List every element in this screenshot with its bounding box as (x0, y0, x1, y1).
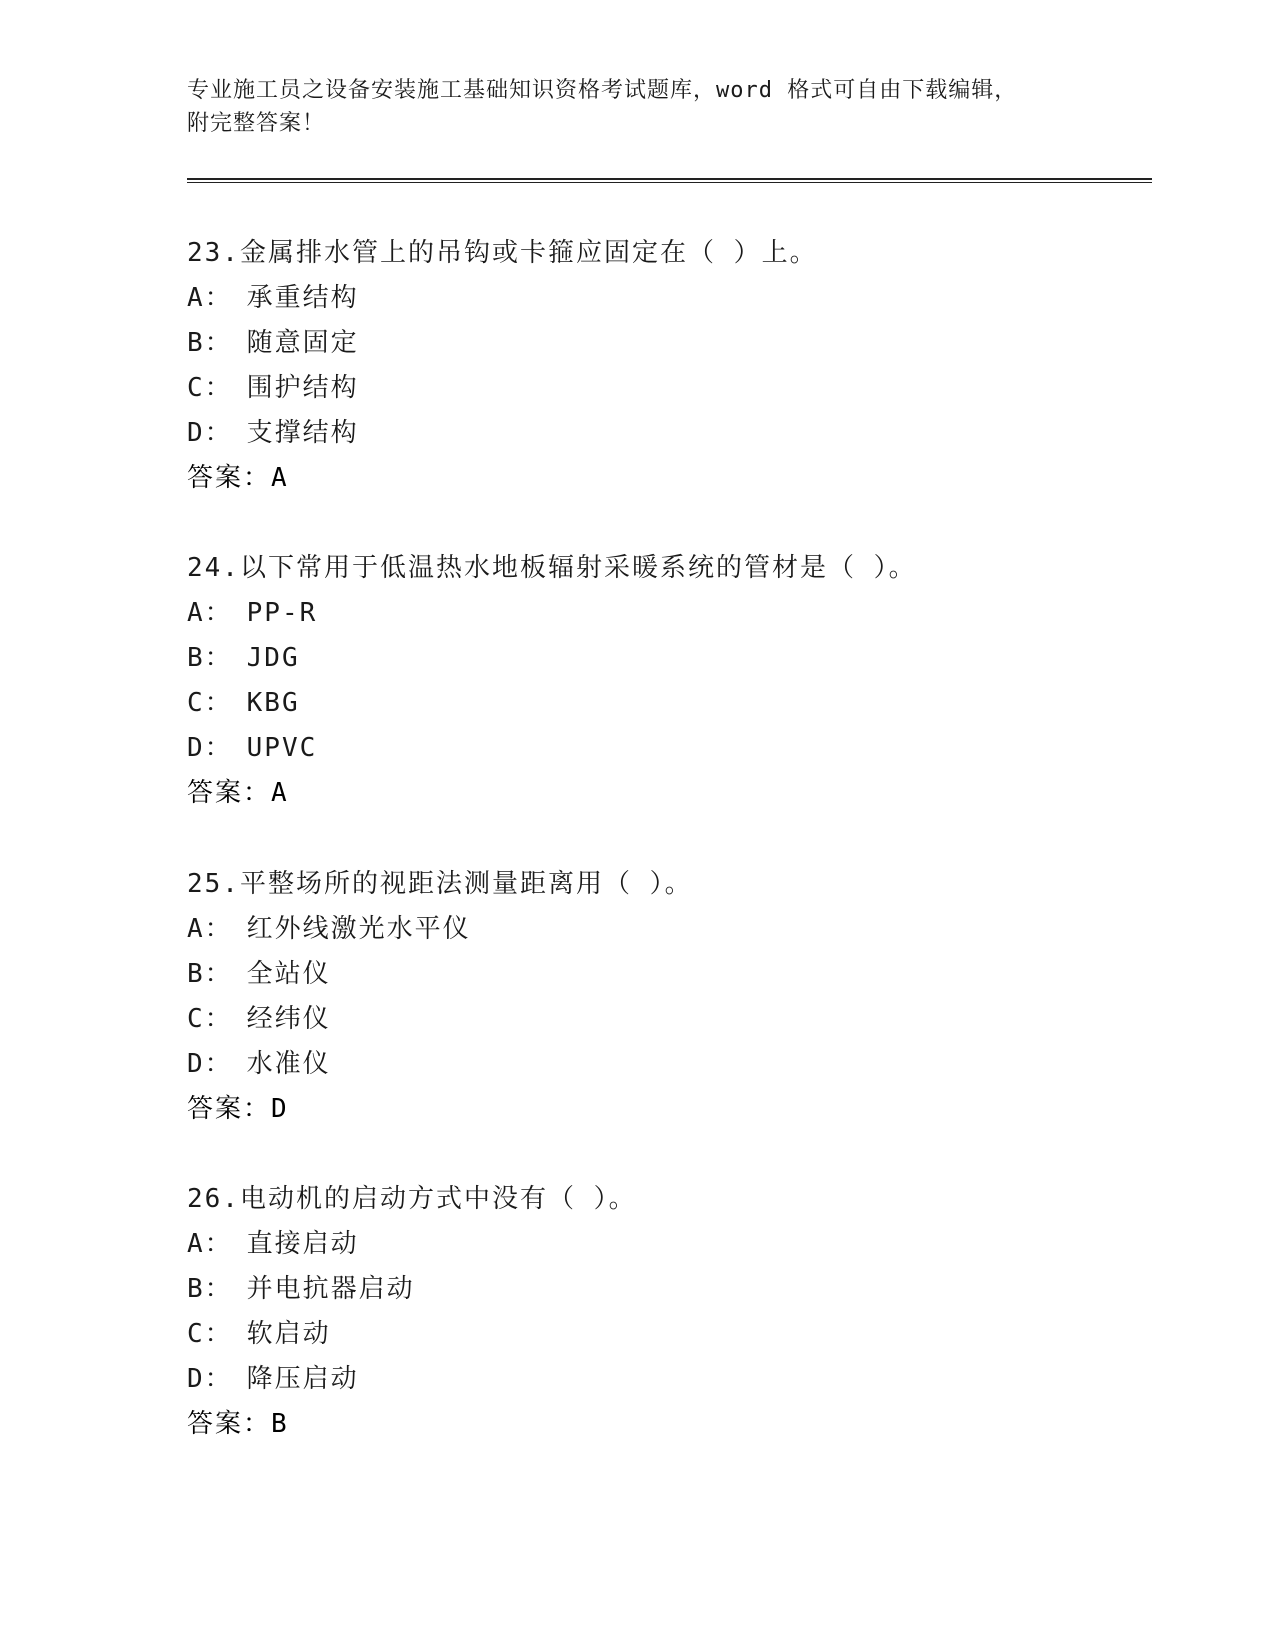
option-key: B： (187, 643, 233, 673)
option-b (187, 636, 1167, 681)
option-text: KBG (246, 688, 300, 718)
answer-label: 答案： (187, 463, 272, 493)
answer-line (187, 771, 1167, 816)
option-c (187, 366, 1167, 411)
question-24 (187, 546, 1167, 816)
option-c (187, 681, 1167, 726)
option-text: 承重结构 (246, 283, 359, 313)
answer-value: A (271, 778, 287, 808)
option-key: B： (187, 959, 233, 989)
option-text: 经纬仪 (246, 1004, 331, 1034)
option-c (187, 997, 1167, 1042)
option-key: C： (187, 688, 233, 718)
answer-label: 答案： (187, 1094, 272, 1124)
option-key: C： (187, 1319, 233, 1349)
option-text: UPVC (246, 733, 318, 763)
option-text: 水准仪 (246, 1049, 331, 1079)
question-26 (187, 1177, 1167, 1447)
answer-line (187, 1087, 1167, 1132)
option-text: 随意固定 (246, 328, 359, 358)
option-d (187, 726, 1167, 771)
option-a (187, 276, 1167, 321)
option-text: 全站仪 (246, 959, 331, 989)
header-line-1: 专业施工员之设备安装施工基础知识资格考试题库，word 格式可自由下载编辑， (187, 78, 1018, 103)
option-key: B： (187, 1274, 233, 1304)
option-key: D： (187, 733, 233, 763)
option-text: 并电抗器启动 (246, 1274, 415, 1304)
option-text: 降压启动 (246, 1364, 359, 1394)
question-25 (187, 862, 1167, 1132)
question-stem: 25.平整场所的视距法测量距离用（ ）。 (187, 869, 693, 899)
option-key: A： (187, 598, 233, 628)
option-a (187, 1222, 1167, 1267)
option-text: 软启动 (246, 1319, 331, 1349)
question-stem: 24.以下常用于低温热水地板辐射采暖系统的管材是（ ）。 (187, 553, 917, 583)
option-key: D： (187, 1364, 233, 1394)
option-text: PP-R (246, 598, 318, 628)
answer-value: A (271, 463, 287, 493)
option-key: A： (187, 283, 233, 313)
option-text: 直接启动 (246, 1229, 359, 1259)
question-stem: 23.金属排水管上的吊钩或卡箍应固定在（ ）上。 (187, 238, 818, 268)
option-text: 围护结构 (246, 373, 359, 403)
option-key: A： (187, 914, 233, 944)
option-key: A： (187, 1229, 233, 1259)
header-divider (187, 178, 1152, 183)
option-d (187, 1042, 1167, 1087)
option-text: 红外线激光水平仪 (246, 914, 471, 944)
option-d (187, 411, 1167, 456)
answer-label: 答案： (187, 1409, 272, 1439)
answer-label: 答案： (187, 778, 272, 808)
option-key: C： (187, 373, 233, 403)
header-line-2: 附完整答案！ (187, 111, 326, 136)
option-b (187, 321, 1167, 366)
option-key: B： (187, 328, 233, 358)
question-23 (187, 231, 1167, 501)
option-key: C： (187, 1004, 233, 1034)
answer-line (187, 456, 1167, 501)
question-stem: 26.电动机的启动方式中没有（ ）。 (187, 1184, 637, 1214)
document-header (187, 74, 1067, 140)
option-b (187, 1267, 1167, 1312)
option-key: D： (187, 1049, 233, 1079)
option-key: D： (187, 418, 233, 448)
option-b (187, 952, 1167, 997)
option-d (187, 1357, 1167, 1402)
option-c (187, 1312, 1167, 1357)
option-a (187, 907, 1167, 952)
option-text: 支撑结构 (246, 418, 359, 448)
option-a (187, 591, 1167, 636)
answer-value: B (271, 1409, 287, 1439)
answer-line (187, 1402, 1167, 1447)
option-text: JDG (246, 643, 300, 673)
answer-value: D (271, 1094, 287, 1124)
